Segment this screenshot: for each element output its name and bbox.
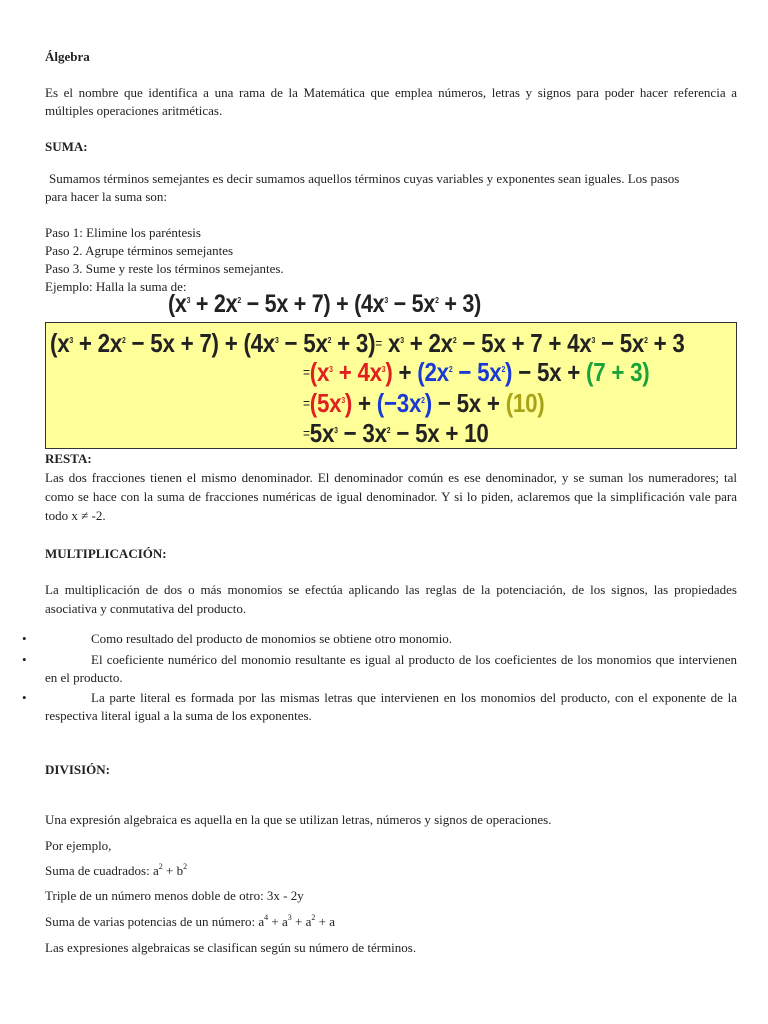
bullet-dot-icon: • — [22, 631, 27, 646]
bullet-item: • La parte literal es formada por las mismas letras que intervienen en los monomios del producto, con el exponente de la respectiva literal igual a la suma de los exponentes. — [22, 690, 737, 723]
example-label: Ejemplo: Halla la suma de: — [45, 279, 187, 294]
bullet-dot-icon: • — [22, 652, 27, 667]
resta-paragraph: Las dos fracciones tienen el mismo denominador. El denominador común es ese denominador, y se suman los numeradores; tal como se hace con la suma de fracciones numéricas de igual denominador. Y si lo piden, aclaremos que la simplificación vale para todo x ≠ -2. — [45, 470, 737, 523]
solution-line-1: $(x^3 + 2x^2 - 5x + 7) + (4x^3 - 5x^2 + 3)= x^3 + 2x^2 - 5x + 7 + 4x^3 - 5x^2 + 3$ — [50, 328, 685, 358]
example-expression: $(x^3 + 2x^2 - 5x + 7) + (4x^3 - 5x^2 + 3)$ — [168, 290, 482, 318]
multiplicacion-paragraph: La multiplicación de dos o más monomios se efectúa aplicando las reglas de la potenciación, de los signos, las propiedades asociativa y conmutativa del producto. — [45, 582, 737, 616]
bullet-item: • El coeficiente numérico del monomio resultante es igual al producto de los coeficientes de los monomios que intervienen en el producto. — [22, 652, 737, 685]
resta-heading: RESTA: — [45, 451, 92, 466]
example-sum-of-squares: Suma de cuadrados: $a^2 + b^2$ — [45, 862, 188, 878]
suma-step-2: Paso 2. Agrupe términos semejantes — [45, 243, 234, 258]
division-paragraph: Una expresión algebraica es aquella en la que se utilizan letras, números y signos de operaciones. — [45, 812, 552, 827]
example-powers: Suma de varias potencias de un número: $a^4 + a^3 + a^2 + a$ — [45, 913, 335, 929]
division-heading: DIVISIÓN: — [45, 762, 111, 777]
solution-line-4: $=5x^3 - 3x^2 - 5x + 10$ — [303, 418, 489, 448]
intro-paragraph: Es el nombre que identifica a una rama de la Matemática que emplea números, letras y signos para poder hacer referencia a múltiples operaciones aritméticas. — [45, 85, 737, 118]
bullet-dot-icon: • — [22, 690, 27, 705]
suma-step-1: Paso 1: Elimine los paréntesis — [45, 225, 201, 240]
por-ejemplo: Por ejemplo, — [45, 838, 112, 853]
solution-box — [45, 322, 737, 449]
example-triple: Triple de un número menos doble de otro: 3x - 2y — [45, 888, 304, 903]
suma-heading: SUMA: — [45, 139, 88, 154]
bullet-item: • Como resultado del producto de monomios se obtiene otro monomio. — [22, 631, 453, 646]
suma-step-3: Paso 3. Sume y reste los términos semejantes. — [45, 261, 284, 276]
division-closing: Las expresiones algebraicas se clasifican según su número de términos. — [45, 940, 417, 955]
solution-line-2: $=(x^3 + 4x^3) + (2x^2 - 5x^2) - 5x + (7 + 3)$ — [303, 357, 650, 387]
solution-line-3: $=(5x^3) + (-3x^2) - 5x + (10)$ — [303, 388, 545, 418]
suma-paragraph: Sumamos términos semejantes es decir sumamos aquellos términos cuyas variables y exponentes sean iguales. Los pasos para hacer la suma son: — [45, 171, 680, 204]
page-title: Álgebra — [45, 49, 90, 64]
multiplicacion-heading: MULTIPLICACIÓN: — [45, 546, 167, 561]
